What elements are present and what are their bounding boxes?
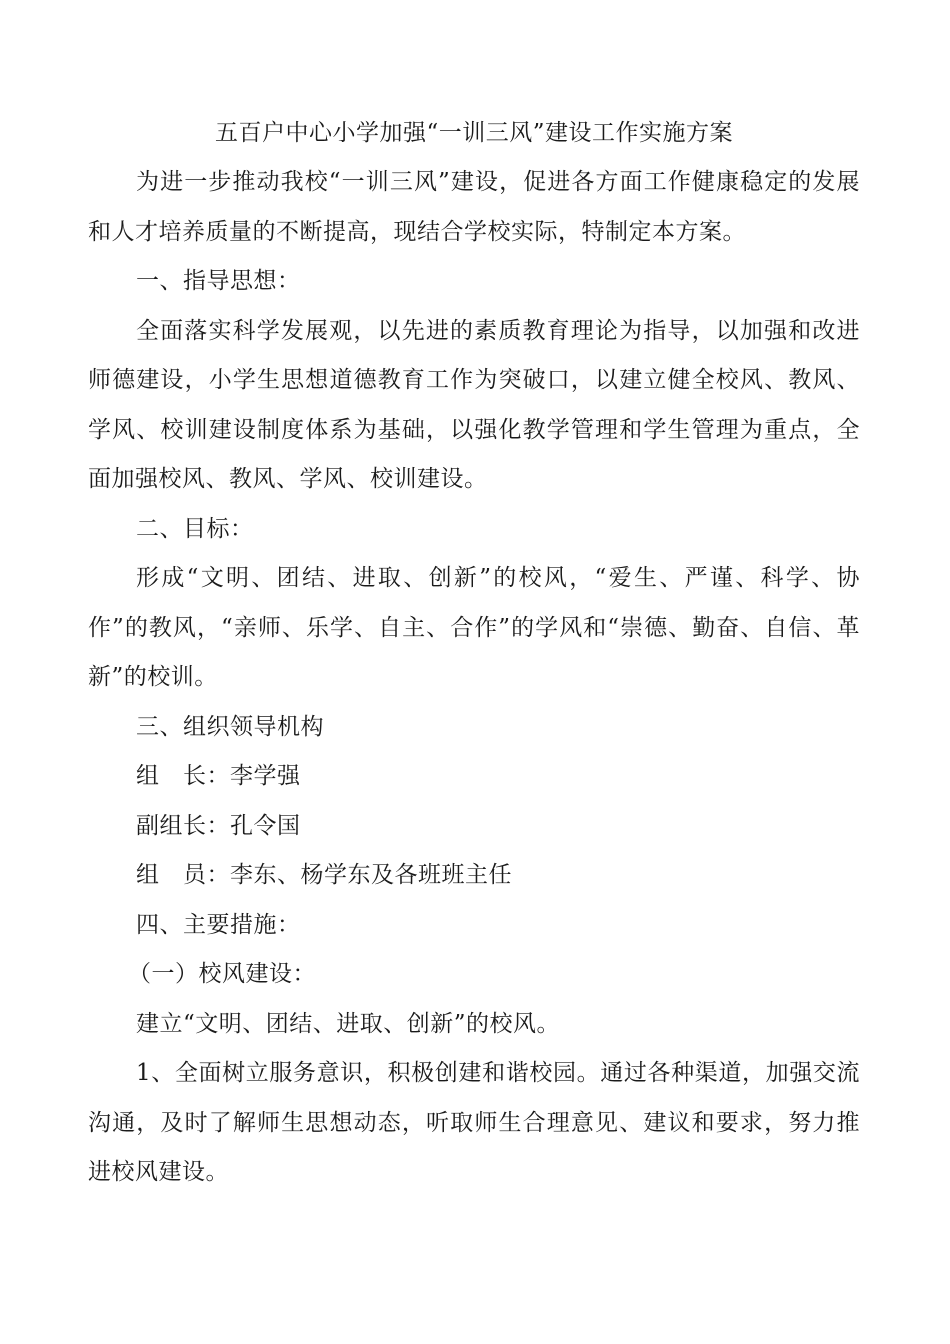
- subsection-heading-school-spirit: （一）校风建设：: [128, 961, 316, 987]
- school-spirit-goal-line: 建立“文明、团结、进取、创新”的校风。: [136, 1010, 561, 1037]
- section-heading-organization: 三、组织领导机构: [136, 713, 324, 740]
- org-deputy-leader-line: 副组长：孔令国: [136, 812, 301, 839]
- guiding-thought-paragraph: 全面落实科学发展观，以先进的素质教育理论为指导，以加强和改进师德建设，小学生思想道德教育工作为突破口，以建立健全校风、教风、学风、校训建设制度体系为基础，以强化教学管理和学生管理为重点，全面加强校风、教风、学风、校训建设。: [88, 317, 860, 492]
- org-members-line: 组 员：李东、杨学东及各班班主任: [136, 862, 512, 888]
- section-heading-guiding-thought: 一、指导思想：: [136, 268, 301, 294]
- measure-item-1-paragraph: 1、全面树立服务意识，积极创建和谐校园。通过各种渠道，加强交流沟通，及时了解师生思想动态，听取师生合理意见、建议和要求，努力推进校风建设。: [88, 1060, 860, 1185]
- intro-paragraph: 为进一步推动我校“一训三风”建设，促进各方面工作健康稳定的发展和人才培养质量的不断提高，现结合学校实际，特制定本方案。: [88, 169, 860, 245]
- org-leader-line: 组 长：李学强: [136, 763, 301, 789]
- section-heading-goals: 二、目标：: [136, 515, 254, 542]
- document-page: [88, 108, 860, 1198]
- section-heading-measures: 四、主要措施：: [136, 911, 301, 938]
- goals-paragraph: 形成“文明、团结、进取、创新”的校风，“爱生、严谨、科学、协作”的教风，“亲师、乐学、自主、合作”的学风和“崇德、勤奋、自信、革新”的校训。: [88, 565, 860, 690]
- document-title: 五百户中心小学加强“一训三风”建设工作实施方案: [214, 120, 734, 146]
